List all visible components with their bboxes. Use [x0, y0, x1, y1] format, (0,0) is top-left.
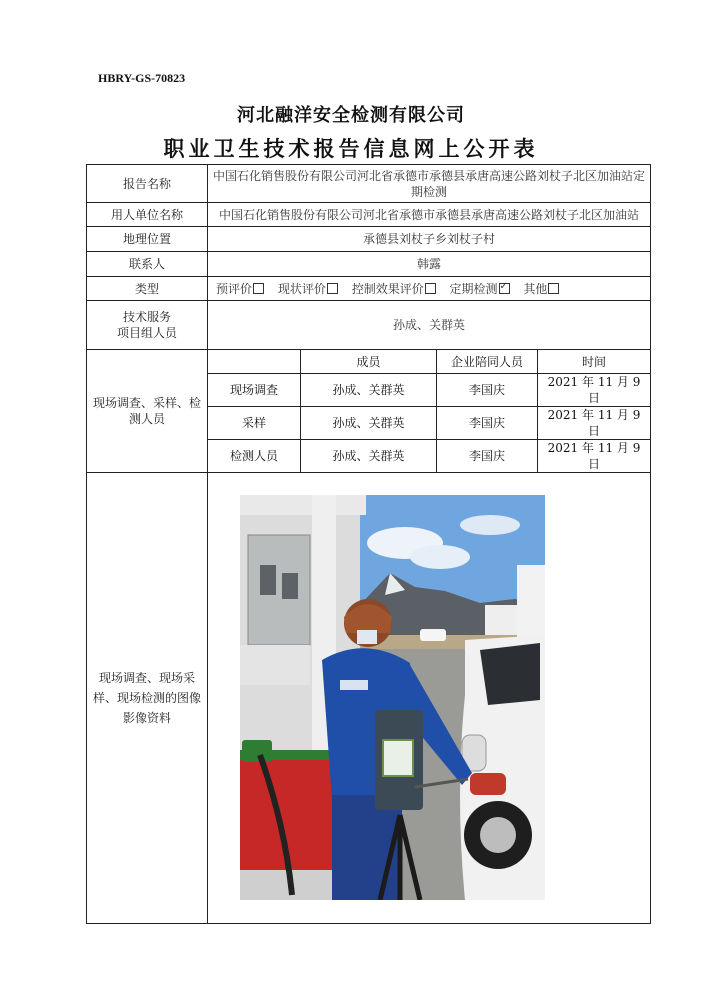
type-options — [208, 277, 651, 301]
images-label: 现场调查、现场采样、现场检测的图像影像资料 — [87, 473, 208, 924]
field-staff-task: 采样 — [208, 407, 301, 440]
type-option-status-eval[interactable] — [278, 281, 338, 297]
document-number: HBRY-GS-70823 — [98, 71, 186, 85]
service-team-value: 孙成、关群英 — [208, 301, 651, 350]
page-title: 职业卫生技术报告信息网上公开表 — [163, 136, 539, 161]
checkbox-icon[interactable] — [327, 283, 338, 294]
field-staff-header-time: 时间 — [538, 350, 651, 374]
field-staff-members: 孙成、关群英 — [301, 440, 437, 473]
company-name: 河北融洋安全检测有限公司 — [237, 105, 465, 126]
photo-cell — [208, 473, 651, 924]
row-contact — [87, 252, 651, 277]
contact-label: 联系人 — [87, 252, 208, 277]
type-option-label: 其他 — [523, 281, 548, 296]
field-staff-date: 2021 年 11 月 9 日 — [538, 440, 651, 473]
report-name-value: 中国石化销售股份有限公司河北省承德市承德县承唐高速公路刘杖子北区加油站定期检测 — [208, 165, 651, 203]
type-label: 类型 — [87, 277, 208, 301]
type-option-pre-eval[interactable] — [216, 281, 264, 297]
row-service-team — [87, 301, 651, 350]
checkbox-checked-icon[interactable] — [499, 283, 510, 294]
report-name-label: 报告名称 — [87, 165, 208, 203]
field-staff-escort: 李国庆 — [437, 440, 538, 473]
type-option-label: 定期检测 — [449, 281, 498, 296]
field-staff-header-blank — [208, 350, 301, 374]
type-option-label: 现状评价 — [277, 281, 326, 296]
type-option-control-eval[interactable] — [352, 281, 436, 297]
field-staff-members: 孙成、关群英 — [301, 374, 437, 407]
row-type — [87, 277, 651, 301]
service-team-label-line1: 技术服务 — [122, 310, 171, 324]
location-label: 地理位置 — [87, 227, 208, 252]
field-staff-header-row — [87, 350, 651, 374]
employer-value: 中国石化销售股份有限公司河北省承德市承德县承唐高速公路刘杖子北区加油站 — [208, 203, 651, 227]
field-staff-task: 现场调查 — [208, 374, 301, 407]
site-photo-image — [240, 495, 545, 900]
checkbox-icon[interactable] — [548, 283, 559, 294]
field-staff-header-members: 成员 — [301, 350, 437, 374]
row-employer — [87, 203, 651, 227]
row-report-name — [87, 165, 651, 203]
field-staff-date: 2021 年 11 月 9 日 — [538, 407, 651, 440]
type-option-other[interactable] — [523, 281, 559, 297]
checkbox-icon[interactable] — [425, 283, 436, 294]
field-staff-escort: 李国庆 — [437, 374, 538, 407]
type-option-periodic-test[interactable] — [450, 281, 510, 297]
employer-label: 用人单位名称 — [87, 203, 208, 227]
field-staff-header-escort: 企业陪同人员 — [437, 350, 538, 374]
location-value: 承德县刘杖子乡刘杖子村 — [208, 227, 651, 252]
checkbox-icon[interactable] — [253, 283, 264, 294]
contact-value: 韩露 — [208, 252, 651, 277]
type-option-label: 控制效果评价 — [351, 281, 424, 296]
field-staff-task: 检测人员 — [208, 440, 301, 473]
field-staff-label: 现场调查、采样、检测人员 — [87, 350, 208, 473]
info-table — [86, 164, 651, 924]
field-staff-members: 孙成、关群英 — [301, 407, 437, 440]
row-images — [87, 473, 651, 924]
service-team-label-line2: 项目组人员 — [116, 326, 177, 340]
row-location — [87, 227, 651, 252]
service-team-label — [87, 301, 208, 350]
type-option-label: 预评价 — [216, 281, 253, 296]
field-staff-escort: 李国庆 — [437, 407, 538, 440]
field-staff-date: 2021 年 11 月 9 日 — [538, 374, 651, 407]
